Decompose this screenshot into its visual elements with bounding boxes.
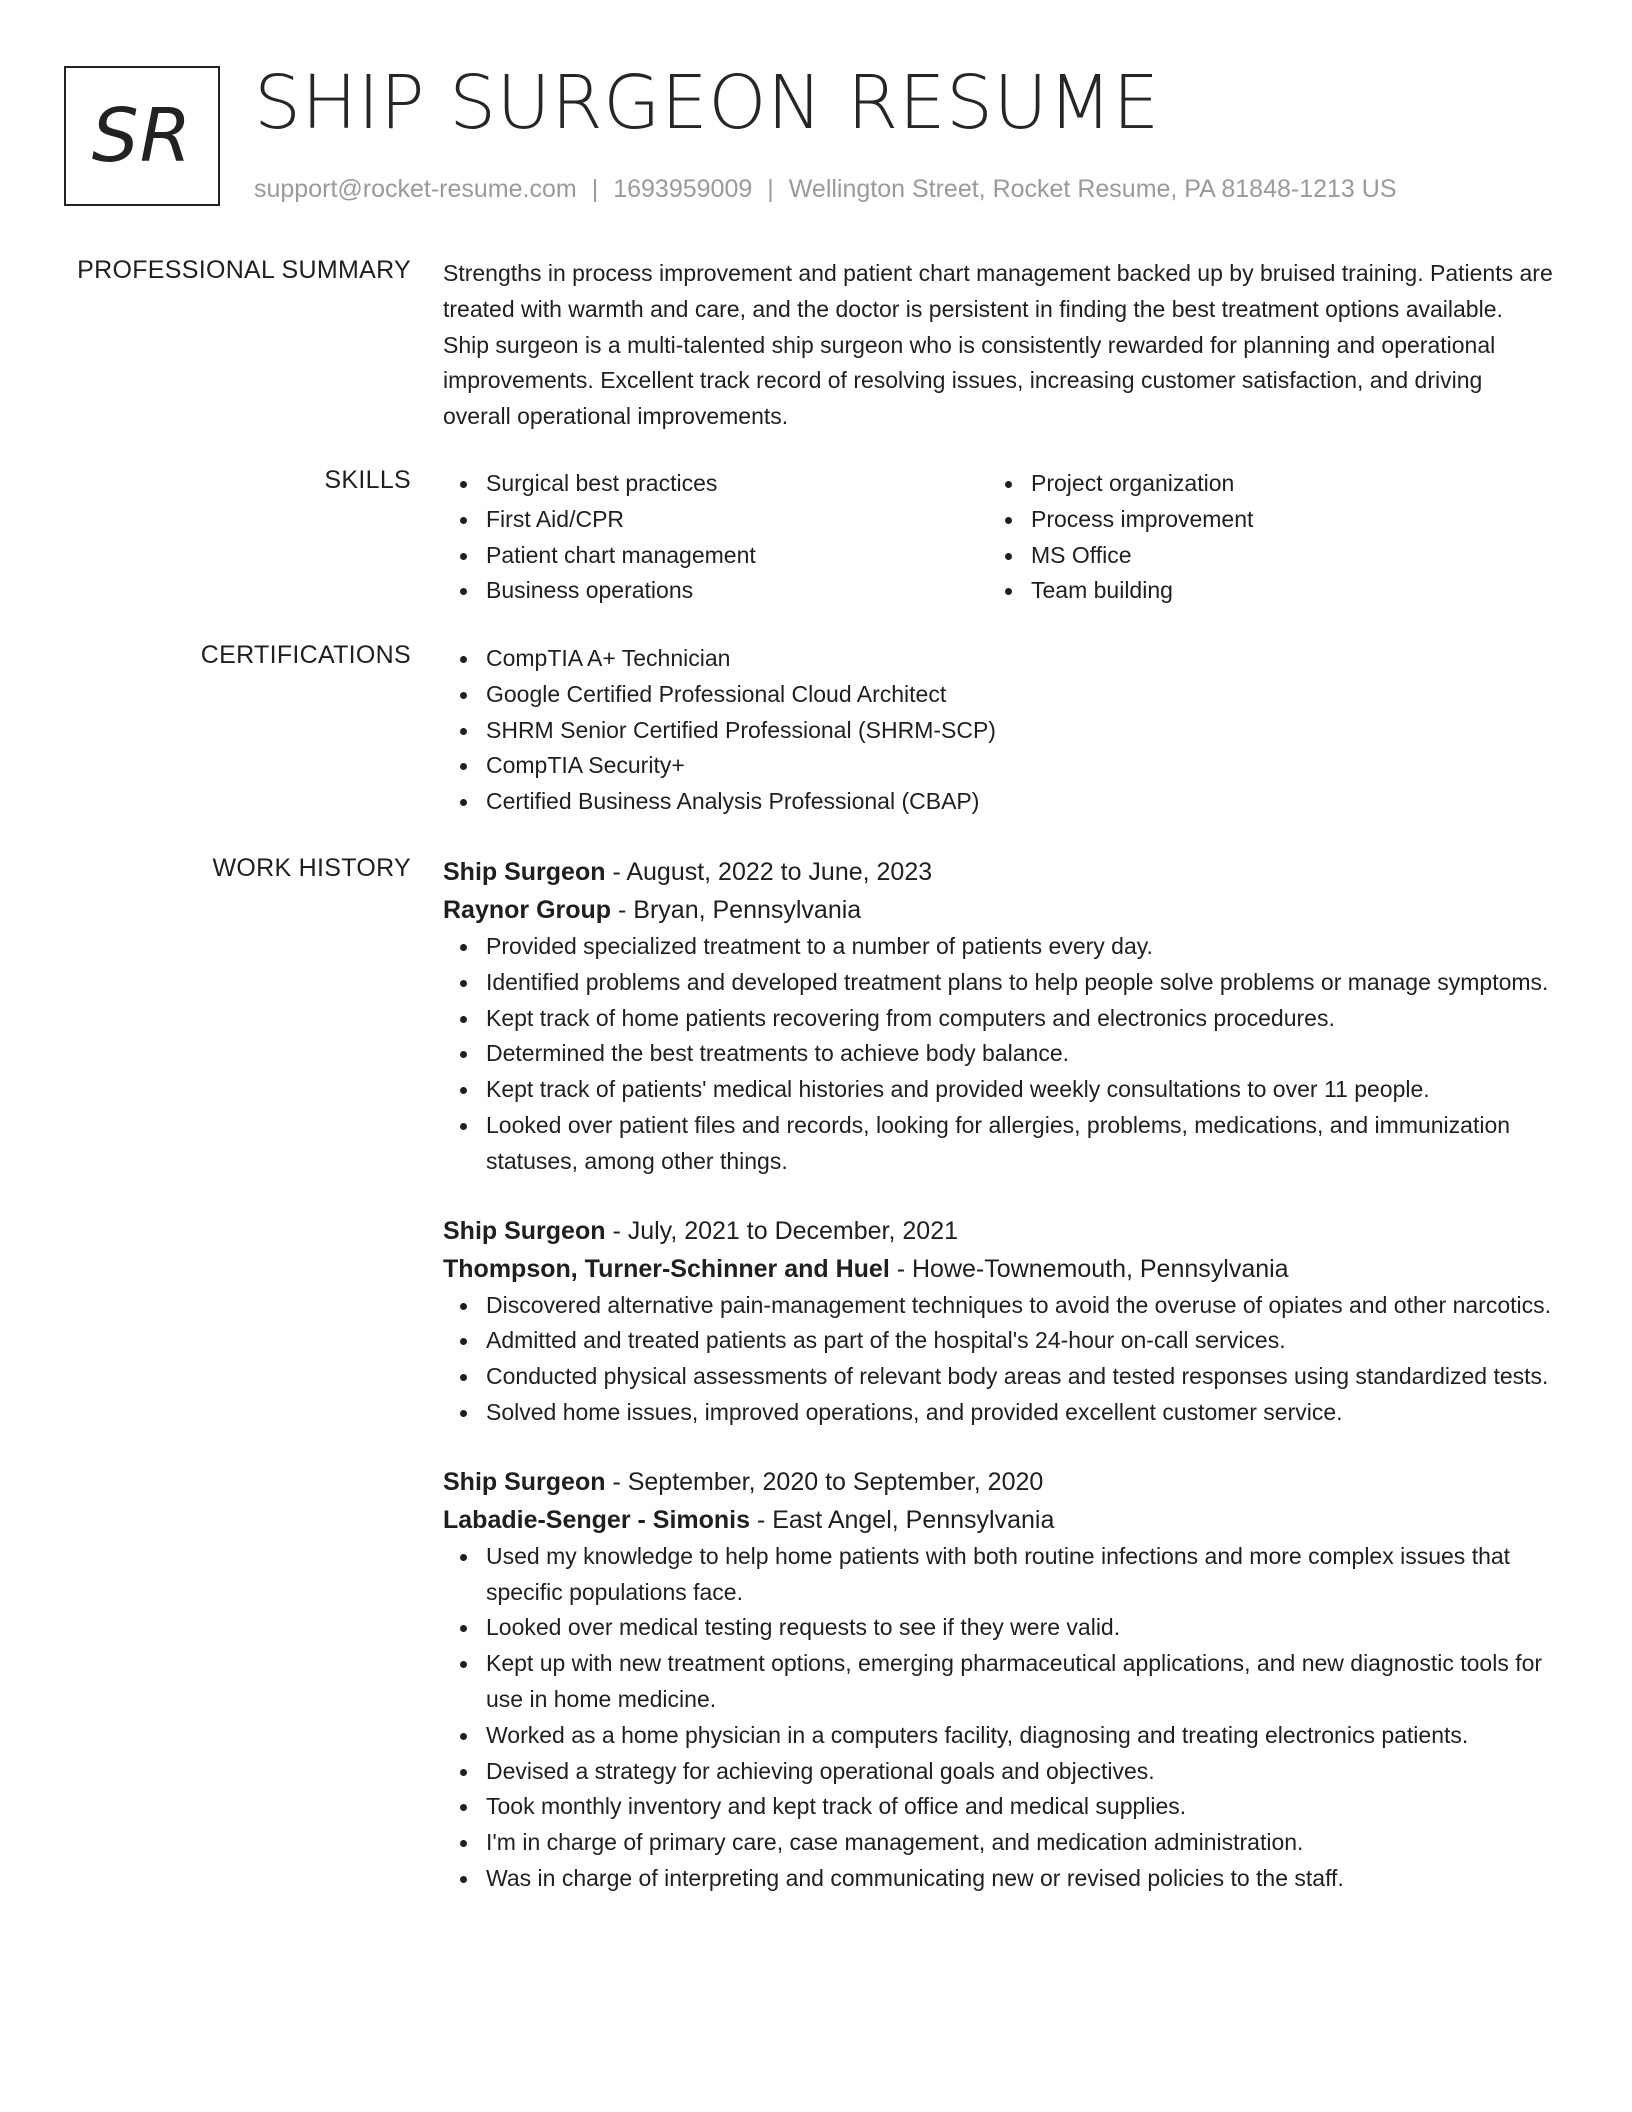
job-company: Thompson, Turner-Schinner and Huel [443,1254,890,1283]
certification-item: SHRM Senior Certified Professional (SHRM-SCP) [443,713,1553,749]
certification-item: Google Certified Professional Cloud Architect [443,677,1553,713]
job-bullet: Used my knowledge to help home patients with both routine infections and more complex issues that specific populations face. [443,1539,1553,1611]
skill-item: Business operations [443,573,988,609]
job-company-line [443,1250,1553,1288]
job-bullet: Kept track of patients' medical histories and provided weekly consultations to over 11 people. [443,1072,1553,1108]
contact-email: support@rocket-resume.com [254,175,577,203]
certification-item: CompTIA Security+ [443,748,1553,784]
monogram-box [64,66,220,206]
summary-text: Strengths in process improvement and patient chart management backed up by bruised training. Patients are treated with warmth and care, and the doctor is persistent in finding the best treatment options available. Ship surgeon is a multi-talented ship surgeon who is consistently rewarded for planning and operational improvements. Excellent track record of resolving issues, increasing customer satisfaction, and driving overall operational improvements. [443,260,1553,430]
skill-item: Process improvement [988,502,1533,538]
job-bullet: I'm in charge of primary care, case management, and medication administration. [443,1825,1553,1861]
work-history-body [443,853,1553,1929]
section-label-summary: PROFESSIONAL SUMMARY [77,256,411,284]
job-bullet: Provided specialized treatment to a number of patients every day. [443,929,1553,965]
contact-phone: 1693959009 [613,175,753,203]
skill-item: Surgical best practices [443,466,988,502]
job-bullet: Looked over patient files and records, looking for allergies, problems, medications, and immunization statuses, among other things. [443,1108,1553,1180]
contact-line [254,175,1397,204]
job-title-line [443,1212,1553,1250]
section-label-certifications: CERTIFICATIONS [200,641,411,669]
job-company: Labadie-Senger - Simonis [443,1505,751,1534]
job-location: - East Angel, Pennsylvania [750,1505,1055,1534]
skill-item: Team building [988,573,1533,609]
monogram-initials: SR [91,93,193,179]
job-bullet: Kept track of home patients recovering from computers and electronics procedures. [443,1001,1553,1037]
skills-list-right [988,466,1533,609]
job-bullets [443,1288,1553,1431]
contact-address: Wellington Street, Rocket Resume, PA 81848-1213 US [788,175,1397,203]
section-label-work-history: WORK HISTORY [212,854,411,882]
job-title-line [443,1463,1553,1501]
job-bullet: Discovered alternative pain-management techniques to avoid the overuse of opiates and other narcotics. [443,1288,1553,1324]
job-bullet: Conducted physical assessments of relevant body areas and tested responses using standardized tests. [443,1359,1553,1395]
job-bullet: Looked over medical testing requests to see if they were valid. [443,1610,1553,1646]
job-dates: - September, 2020 to September, 2020 [605,1467,1044,1496]
job-entry [443,1463,1553,1897]
job-bullet: Identified problems and developed treatment plans to help people solve problems or manage symptoms. [443,965,1553,1001]
job-bullet: Determined the best treatments to achieve body balance. [443,1036,1553,1072]
job-entry [443,1212,1553,1431]
job-bullets [443,929,1553,1180]
job-title-line [443,853,1553,891]
contact-separator: | [591,175,599,203]
job-bullets [443,1539,1553,1897]
skill-item: First Aid/CPR [443,502,988,538]
job-company-line [443,891,1553,929]
skill-item: MS Office [988,538,1533,574]
job-title: Ship Surgeon [443,858,606,886]
job-title: Ship Surgeon [443,1216,606,1245]
job-location: - Howe-Townemouth, Pennsylvania [889,1254,1289,1283]
certification-item: CompTIA A+ Technician [443,641,1553,677]
contact-separator: | [767,175,774,203]
job-bullet: Admitted and treated patients as part of the hospital's 24-hour on-call services. [443,1323,1553,1359]
job-bullet: Took monthly inventory and kept track of office and medical supplies. [443,1789,1553,1825]
job-bullet: Solved home issues, improved operations, and provided excellent customer service. [443,1395,1553,1431]
certifications-body [443,641,1553,820]
skill-item: Patient chart management [443,538,988,574]
skills-columns [443,466,1553,609]
resume-header [64,60,1584,210]
certification-item: Certified Business Analysis Professional (CBAP) [443,784,1553,820]
section-label-skills: SKILLS [324,466,411,494]
resume-title: SHIP SURGEON RESUME [254,60,1160,146]
job-location: - Bryan, Pennsylvania [611,896,862,924]
job-dates: - July, 2021 to December, 2021 [605,1216,959,1245]
job-bullet: Worked as a home physician in a computers facility, diagnosing and treating electronics patients. [443,1718,1553,1754]
job-entry [443,853,1553,1180]
job-bullet: Devised a strategy for achieving operational goals and objectives. [443,1754,1553,1790]
job-company: Raynor Group [443,896,612,924]
skill-item: Project organization [988,466,1533,502]
job-title: Ship Surgeon [443,1467,606,1496]
job-bullet: Kept up with new treatment options, emerging pharmaceutical applications, and new diagnostic tools for use in home medicine. [443,1646,1553,1718]
job-company-line [443,1501,1553,1539]
job-bullet: Was in charge of interpreting and communicating new or revised policies to the staff. [443,1861,1553,1897]
certifications-list [443,641,1553,820]
job-dates: - August, 2022 to June, 2023 [605,858,933,886]
skills-list-left [443,466,988,609]
